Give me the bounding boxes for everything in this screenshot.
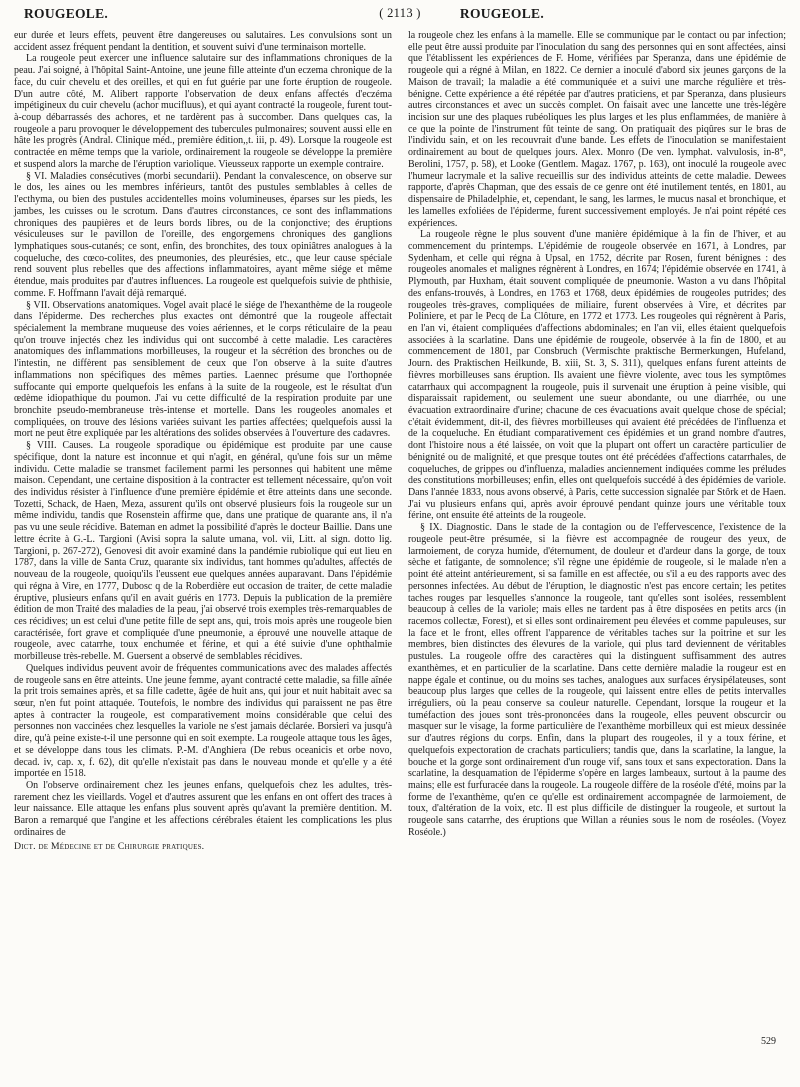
paragraph: La rougeole règne le plus souvent d'une manière épidémique à la fin de l'hiver, et au commencement du printemps. L'épidémie de rougeole observée en 1671, à Londres, par Sydenham, et celle qui régna à Upsal, en 1752, décrite par Rosen, furent bénignes : des rougeoles anomales et malignes régnèrent à Londres, en 1674; l'épidémie observée en 1741, à Plymouth, par Huxham, était souvent compliquée de pneumonie. Waston a vu dans l'hôpital des enfans-trouvés, à Londres, en 1763 et 1768, deux épidémies de rougeoles putrides; des rougeoles très-graves, compliquées de miliaire, furent observées à Vire, et décrites par Poliniere, et par le Pecq de La Clôture, en 1772 et 1773. Les rougeoles qui régnèrent à Paris, en l'an vi, étaient compliquées d'affections abdominales; en l'an vii, elles étaient quelquefois associées à la scarlatine. Dans une épidémie de rougeole, observée à la fin de 1800, et au commencement de 1801, par Consbruch (Vermischte praktische Bermerkungen, Hufeland, Journ. des Praktischen Heilkunde, B. xiii, St. 3, S. 311), quelques enfans furent atteints de fièvres morbilleuses sans éruption. Ils avaient une fièvre violente, avec tous les symptômes catarrhaux qui accompagnent la rougeole, puis il survenait une éruption à peine visible, qui disparaissait rapidement, ou seulement une sueur abondante, ou une diarrhée, ou une évacuation extraordinaire d'urine; chacune de ces évacuations avait quelque chose de spécial; c'était évidemment, dit-il, des fièvres morbilleuses qui avaient été précédées de l'influenza et de la coqueluche. En étudiant comparativement ces épidémies et un grand nombre d'autres, dont l'histoire nous a été laissée, on voit que la plupart ont offert un caractère particulier de bénignité ou de malignité, et que presque toutes ont été précédées d'affections catarrhales, de coqueluches, de grippes ou d'influenza, maladies anciennement indiquées comme les préludes des constitutions morbilleuses; enfin, elles ont quelquefois succédé à des épidémies de variole. Dans l'année 1833, nous avons observé, à Paris, cette succession signalée par Stôrk et de Haen. J'ai vu plusieurs enfans qui, après avoir éprouvé pendant quinze jours une véritable toux férine, ont ensuite été atteints de la rougeole. — [408, 229, 786, 522]
paragraph: eur durée et leurs effets, peuvent être dangereuses ou salutaires. Les convulsions sont un accident assez fréquent pendant la dentition, et souvent suivi d'une terminaison mortelle. — [14, 30, 392, 53]
paragraph: § IX. Diagnostic. Dans le stade de la contagion ou de l'effervescence, l'existence de la rougeole peut-être présumée, si la fièvre est accompagnée de rougeur des yeux, de larmoiement, de coryza humide, d'éternument, de douleur et d'ardeur dans la gorge, de toux sèche et fatigante, de somnolence; s'il règne une épidémie de rougeole, si le malade n'en a point été atteint antérieurement, si sa famille en est affectée, ou s'il a eu des rapports avec des personnes infectées. Au début de l'éruption, le diagnostic n'est pas encore certain; les petites taches rouges par lesquelles s'annonce la rougeole, tant qu'elles sont isolées, ressemblent beaucoup à celles de la variole; mais elles ne tardent pas à être disposées en petits arcs (in racemos collectæ, Forest), et si elles sont ordinairement peu élevées et comme papuleuses, sur la face et le front, elles offrent l'apparence de véritables taches sur la poitrine et sur les membres, bien distinctes des élevures de la variole, qui plus tard deviennent de véritables pustules. La rougeole offre des caractères qui la distinguent suffisamment des autres exanthèmes, et en particulier de la scarlatine. Dans cette dernière maladie la rougeur est en nappe égale et continue, ou du moins ses taches, analogues aux surfaces érysipélateuses, sont beaucoup plus larges que celles de la rougeole, qui laissent entre elles de petits intervalles irréguliers, où la peau conserve sa couleur naturelle. Cependant, lorsque la rougeur et la tuméfaction des joues sont très-prononcées dans la rougeole, elles peuvent obscurcir ou masquer sur le visage, la forme particulière de l'exanthème morbilleux qui est mieux dessinée sur d'autres régions du corps. Enfin, dans la plupart des rougeoles, il y a toux férine, et quelquefois expectoration de crachats particuliers; tandis que, dans la scarlatine, la langue, la bouche et la gorge sont ordinairement d'un rouge vif, sans toux et sans expectoration. Dans la scarlatine, la desquamation de l'épiderme s'opère en larges lambeaux, surtout à la paume des mains; elle est furfuracée dans la rougeole. La rougeole diffère de la roséole d'été, moins par la forme de l'exanthème, qu'en ce qu'elle est ordinairement accompagnée de larmoiement, de toux, d'altération de la voix, etc. Il est plus difficile de distinguer la rougeole, et surtout la rougeole sans catarrhe, des éruptions que Willan a réunies sous le nom de roséoles. (Voyez Roséole.) — [408, 522, 786, 838]
paragraph: § VII. Observations anatomiques. Vogel avait placé le siége de l'hexanthème de la rougeole dans l'épiderme. Des recherches plus exactes ont démontré que la rougeole affectait spécialement la membrane muqueuse des voies aériennes, et le corps réticulaire de la peau qu'on trouve injectés chez les individus qui ont succombé à cette maladie. Les caractères anatomiques des inflammations morbilleuses, la rougeur et la sécrétion des bronches ou de l'intestin, ne diffèrent pas sensiblement de ceux que l'on observe à la suite d'autres inflammations non spécifiques des mêmes parties. Laennec présume que l'orthopnée suffocante qui emporte quelquefois les enfans à la suite de la rougeole, est le résultat d'un œdème idiopathique du poumon. J'ai vu cette difficulté de la respiration produite par une bronchite pseudo-membraneuse très-intense et mortelle. Dans les rougeoles anomales et compliquées, on trouve des lésions variées suivant les parties affectées; quelquefois aussi la mort ne peut être expliquée par les altérations des solides observées à l'ouverture des cadavres. — [14, 299, 392, 440]
column-number: 529 — [761, 1036, 776, 1047]
header-left-title: ROUGEOLE. — [24, 6, 109, 21]
text-columns — [14, 30, 786, 852]
right-column — [406, 30, 786, 852]
paragraph: § VIII. Causes. La rougeole sporadique ou épidémique est produite par une cause spécifique, dont la nature est inconnue et qui n'agit, en général, qu'une fois sur un même individu. Cette maladie se transmet facilement parmi les personnes qui habitent une même maison. Cependant, une certaine disposition à la contracter est tellement nécessaire, qu'on voit des individus résister à l'influence d'une première épidémie et être atteints dans une seconde. Tozetti, Schack, de Haen, Meza, assurent qu'ils ont observé plusieurs fois la rougeole sur un même individu, tandis que Rosenstein affirme que, dans une pratique de quarante ans, il n'a pas vu une seule récidive. Bateman en admet la possibilité d'après le docteur Baillie. Dans une lettre écrite à G.-L. Targioni (Avisi sopra la salute umana, vol. vii, Litt. al sign. dotto lig. Targioni, p. 267-272), Genovesi dit avoir examiné dans la pandémie rubiolique qui eut lieu en 1787, dans la ville de Santa Cruz, quarante six individus, tant hommes qu'adultes, affectés de nouveau de la rougeole, quoiqu'ils l'eussent eue quelques années auparavant. Dans l'épidémie qui régna à Vire, en 1777, Dubosc q de la Roberdière eut occasion de traiter, de cette maladie éruptive, plusieurs enfans qu'il en avait guéris en 1773. Depuis la publication de la première édition de mon Traité des maladies de la peau, j'ai observé trois exemples très-remarquables de ces récidives; un est celui d'une petite fille de sept ans, qui, trois mois après une rougeole bien caractérisée, fort grave et compliquée d'une pneumonie, a éprouvé une nouvelle attaque de rougeole, avec catarrhe, toux enchumée et férine, et qui a été suivie d'une ophthalmie morbilleuse très-rebelle. M. Guersent a observé de semblables récidives. — [14, 440, 392, 663]
paragraph: Quelques individus peuvent avoir de fréquentes communications avec des malades affectés de rougeole sans en être atteints. Une jeune femme, ayant contracté cette maladie, sa fille aînée la prit trois semaines après, et sa fille cadette, âgée de huit ans, qui jour et nuit habitait avec sa sœur, n'en fut point attaquée. Toutefois, le nombre des individus qui paraissent ne pas être aptes à contracter la rougeole, est comparativement moins considérable que celui des personnes non vaccinées chez lesquelles la variole ne s'est jamais déclarée. Borsieri va jusqu'à dire, qu'à peine existe-t-il une personne qui en soit exempte. La rougeole attaque tous les âges, et se développe dans tous les climats. P.-M. d'Anghiera (De rebus oceanicis et orbe novo, decad. iv, cap. x, f. 62), dit qu'elle n'existait pas dans le nouveau monde et qu'elle y a été importée en 1518. — [14, 662, 392, 780]
book-footer: Dict. de Médecine et de Chirurgie pratiques. — [14, 840, 205, 852]
running-header — [14, 4, 786, 24]
header-page-number: ( 2113 ) — [379, 6, 421, 20]
paragraph: La rougeole peut exercer une influence salutaire sur des inflammations chroniques de la peau. J'ai soigné, à l'hôpital Saint-Antoine, une jeune fille atteinte d'un eczema chronique de la face, du cuir chevelu et des oreilles, et qui en fut guérie par une forte éruption de rougeole. D'un autre côté, M. Alibert rapporte l'observation de deux enfans affectés d'eczéma impétigineux du cuir chevelu (achor mucifluus), et qui ayant contracté la rougeole, furent tout-à-coup débarrassés des achores, et ne tardèrent pas à succomber. Dans quelques cas, la rougeole a paru provoquer le développement des tubercules pulmonaires; souvent aussi elle en hâte les progrès (Andral. Clinique méd., première édition,,t. iii, p. 49). Lorsque la rougeole est contractée en même temps que la variole, ordinairement la rougeole se développe la première et suspend alors la marche de l'éruption variolique. Vieusseux rapporte un exemple contraire. — [14, 53, 392, 170]
paragraph: On l'observe ordinairement chez les jeunes enfans, quelquefois chez les adultes, très-rarement chez les vieillards. Vogel et d'autres assurent que les enfans en ont offert des traces à leur naissance. Elle attaque les enfans plus souvent après qu'avant la première dentition. M. Baron a remarqué que l'angine et les affections cérébrales étaient les complications les plus ordinaires de — [14, 780, 392, 838]
header-right-title: ROUGEOLE. — [459, 6, 544, 21]
paragraph: § VI. Maladies consécutives (morbi secundarii). Pendant la convalescence, on observe sur le dos, les aines ou les membres inférieurs, tantôt des pustules semblables à celles de l'ecthyma, ou bien des pustules accidentelles moins volumineuses, éparses sur les pieds, les jambes, les cuisses ou le scrotum. Dans d'autres circonstances, ce sont des inflammations chroniques des paupières et de leurs bords libres, ou de la conjonctive; des éruptions vésiculeuses sur le pavillon de l'oreille, des engorgemens chroniques des ganglions lymphatiques sous-cutanés; ce sont, enfin, des bronchites, des toux opiniâtres analogues à la coqueluche, des cœco-colites, des pneumonies, des pleurésies, etc., que leur cause spéciale rend souvent plus rebelles que des affections inflammatoires, ayant même siége et même étendue, mais produites par d'autres influences. La rougeole est quelquefois suivie de phthisie, comme. F. Hoffmann l'avait déjà remarqué. — [14, 170, 392, 299]
paragraph: la rougeole chez les enfans à la mamelle. Elle se communique par le contact ou par infection; elle peut être aussi produite par l'inoculation du sang des personnes qui en sont affectées, ainsi que l'établissent les expériences de F. Home, vérifiées par Speranza, dans une épidémie de rougeole qui a régné à Milan, en 1822. Ce dernier a inoculé d'abord six jeunes garçons de la Maison de travail; la maladie a été communiquée et a suivi une marche régulière et très-bénigne. Cette expérience a été répétée par d'autres praticiens, et par Speranza, dans plusieurs autres circonstances et avec un succès complet. On faisait avec une lancette une très-légère incision sur une des plaques rubéoliques les plus larges et les plus enflammées, de manière à ce que la pointe de l'instrument fût teinte de sang. On pratiquait des piqûres sur le bras de l'individu sain, et on les recouvrait d'une bande. Les effets de l'inoculation se manifestaient ordinairement au bout de quelques jours. Alex. Monro (De ven. lymphat. valvulosis, in-8°, Berolini, 1757, p. 58), et Looke (Gentlem. Magaz. 1767, p. 163), ont inoculé la rougeole avec l'humeur lacrymale et la salive recueillis sur des individus atteints de cette maladie. Dewees rapporte, d'après Chapman, que des essais de ce genre ont été inutilement tentés, en 1801, au dispensaire de Philadelphie, et, cependant, le sang, les larmes, le mucus nasal et bronchique, et les lamelles exfoliées de l'épiderme, furent successivement employés. Je n'ai point répété ces expériences. — [408, 30, 786, 229]
left-column — [14, 30, 392, 852]
